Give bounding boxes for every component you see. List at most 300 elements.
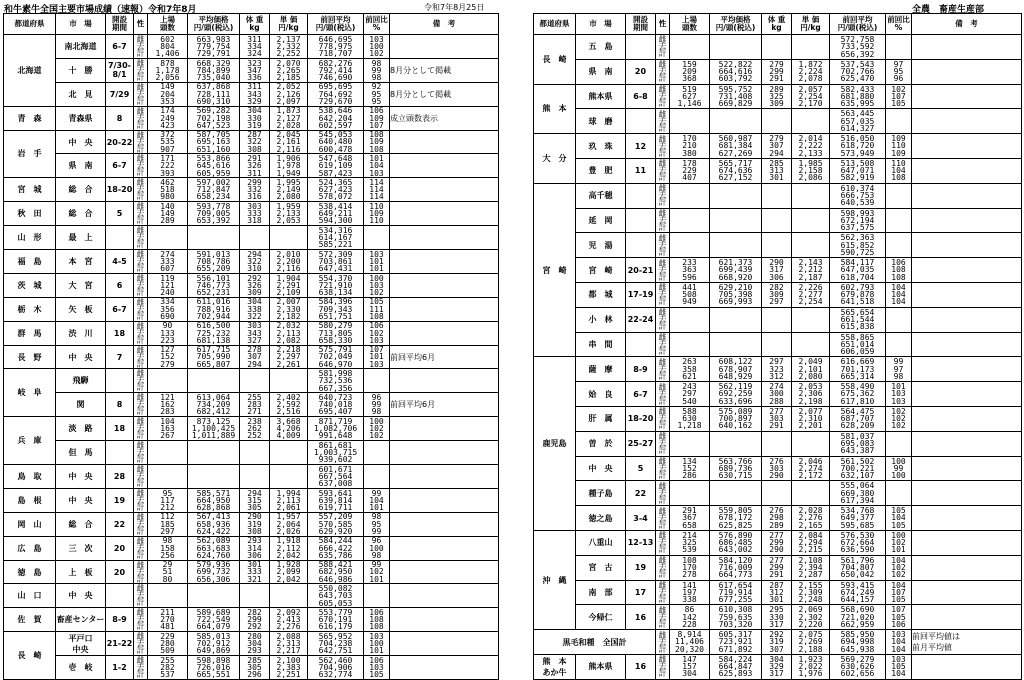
ratio-cell: 100 103 102 — [364, 273, 390, 297]
avg-price-cell: 637,868 728,111 690,310 — [188, 82, 240, 106]
prev-avg-cell: 576,530 672,664 636,590 — [830, 530, 886, 555]
prefecture-cell: 山 形 — [4, 226, 56, 250]
table-row — [4, 632, 499, 656]
unit-price-cell: 2,057 2,254 2,170 — [792, 84, 830, 109]
ratio-cell: 106 103 105 — [364, 656, 390, 680]
market-cell: 薩 摩 — [576, 357, 626, 382]
ratio-cell: 108 109 108 — [364, 130, 390, 154]
avg-price-cell: 576,890 686,485 643,002 — [710, 530, 762, 555]
head-count-cell: 233 363 596 — [670, 258, 710, 283]
head-count-cell: 255 282 537 — [148, 656, 188, 680]
weight-cell: 287 322 308 — [240, 130, 270, 154]
unit-price-cell: 2,218 2,297 2,261 — [270, 345, 308, 369]
head-count-cell: 372 535 907 — [148, 130, 188, 154]
head-count-cell — [148, 584, 188, 608]
avg-price-cell: 668,329 784,899 735,040 — [188, 58, 240, 82]
market-cell: 渋 川 — [56, 321, 106, 345]
prev-avg-cell: 563,445 657,035 614,327 — [830, 109, 886, 134]
prev-avg-cell: 537,543 702,766 625,470 — [830, 59, 886, 84]
sex-label-cell: 雌 去 計 — [134, 488, 148, 512]
weight-cell: 277 299 290 — [762, 530, 792, 555]
head-count-cell: 121 162 283 — [148, 393, 188, 417]
table-row — [534, 506, 1022, 531]
table-row — [534, 35, 1022, 60]
head-count-cell — [670, 481, 710, 506]
avg-price-cell: 569,282 702,198 647,523 — [188, 106, 240, 130]
weight-cell — [762, 481, 792, 506]
weight-cell: 276 303 290 — [762, 456, 792, 481]
column-header-prev: 前回平均 円/頭(税込) — [830, 14, 886, 35]
sex-label-cell: 雌 去 計 — [134, 82, 148, 106]
avg-price-cell: 559,805 678,172 625,825 — [710, 506, 762, 531]
market-cell: 小 林 — [576, 307, 626, 332]
avg-price-cell: 608,122 678,907 648,929 — [710, 357, 762, 382]
column-header-ratio: 前回比 % — [886, 14, 912, 35]
remarks-cell — [390, 512, 499, 536]
table-row — [534, 109, 1022, 134]
market-cell: 児 湯 — [576, 233, 626, 258]
head-count-cell: 134 152 286 — [670, 456, 710, 481]
remarks-cell: 前回平均6月 — [390, 393, 499, 417]
period-cell: 7/30- 8/1 — [106, 58, 134, 82]
market-cell: 壱 岐 — [56, 656, 106, 680]
sex-label-cell: 雌 去 計 — [134, 297, 148, 321]
market-cell: 南 部 — [576, 580, 626, 605]
market-cell: 延 岡 — [576, 208, 626, 233]
sex-label-cell: 雌 去 計 — [656, 208, 670, 233]
period-cell: 18-20 — [106, 178, 134, 202]
table-row — [4, 226, 499, 250]
avg-price-cell: 575,089 700,897 640,162 — [710, 406, 762, 431]
unit-price-cell: 1,873 2,127 2,028 — [270, 106, 308, 130]
remarks-cell — [912, 580, 1022, 605]
sex-label-cell: 雌 去 計 — [656, 258, 670, 283]
head-count-cell: 147 157 304 — [670, 654, 710, 679]
weight-cell: 290 317 306 — [762, 258, 792, 283]
table-row — [534, 431, 1022, 456]
unit-price-cell: 2,014 2,222 2,133 — [792, 134, 830, 159]
table-row — [534, 208, 1022, 233]
prev-avg-cell: 538,646 642,204 602,597 — [308, 106, 364, 130]
prev-avg-cell: 582,433 681,880 635,995 — [830, 84, 886, 109]
avg-price-cell — [710, 481, 762, 506]
sex-label-cell: 雌 去 計 — [656, 580, 670, 605]
ratio-cell: 100 102 102 — [364, 417, 390, 441]
unit-price-cell: 2,069 2,302 2,220 — [792, 605, 830, 630]
ratio-cell: 101 104 103 — [364, 154, 390, 178]
avg-price-cell — [710, 183, 762, 208]
market-cell: 青森県 — [56, 106, 106, 130]
head-count-cell — [670, 307, 710, 332]
sex-label-cell: 雌 去 計 — [134, 536, 148, 560]
column-header-head: 上場 頭数 — [148, 14, 188, 35]
unit-price-cell: 1,918 2,112 2,042 — [270, 536, 308, 560]
column-header-avg: 平均価格 円/頭(税込) — [710, 14, 762, 35]
ratio-cell: 100 99 100 — [886, 456, 912, 481]
ratio-cell — [886, 183, 912, 208]
prefecture-cell: 茨 城 — [4, 273, 56, 297]
head-count-cell: 243 297 540 — [670, 382, 710, 407]
table-row — [4, 512, 499, 536]
period-cell: 25-27 — [626, 431, 656, 456]
weight-cell: 238 262 252 — [240, 417, 270, 441]
avg-price-cell — [710, 233, 762, 258]
document-org: 全農 畜産生産部 — [912, 5, 985, 15]
market-cell: 但 馬 — [56, 441, 106, 465]
head-count-cell — [670, 233, 710, 258]
table-row — [534, 605, 1022, 630]
market-cell: 総 合 — [56, 202, 106, 226]
ratio-cell: 114 114 114 — [364, 178, 390, 202]
table-row — [4, 250, 499, 274]
weight-cell: 292 319 307 — [762, 630, 792, 655]
head-count-cell — [670, 431, 710, 456]
remarks-cell: 8月分として掲載 — [390, 82, 499, 106]
table-row — [534, 580, 1022, 605]
ratio-cell — [886, 481, 912, 506]
period-cell: 20 — [106, 560, 134, 584]
head-count-cell: 178 229 407 — [670, 158, 710, 183]
table-row — [4, 656, 499, 680]
avg-price-cell: 584,224 664,847 625,893 — [710, 654, 762, 679]
remarks-cell: 前回平均6月 — [390, 345, 499, 369]
market-cell: 肝 属 — [576, 406, 626, 431]
ratio-cell — [886, 431, 912, 456]
sex-label-cell: 雌 去 計 — [134, 178, 148, 202]
table-row — [4, 58, 499, 82]
table-row — [4, 202, 499, 226]
left-market-table — [3, 13, 499, 680]
avg-price-cell: 593,778 709,005 653,392 — [188, 202, 240, 226]
market-cell: 宮 崎 — [576, 258, 626, 283]
sex-label-cell: 雌 去 計 — [656, 630, 670, 655]
sex-label-cell: 雌 去 計 — [656, 357, 670, 382]
avg-price-cell — [710, 109, 762, 134]
prev-avg-cell: 584,244 666,422 635,786 — [308, 536, 364, 560]
prev-avg-cell: 554,370 721,910 638,134 — [308, 273, 364, 297]
head-count-cell: 108 170 278 — [670, 555, 710, 580]
head-count-cell: 229 280 509 — [148, 632, 188, 656]
prefecture-cell: 佐 賀 — [4, 608, 56, 632]
market-cell: 北 見 — [56, 82, 106, 106]
market-cell: 南北海道 — [56, 35, 106, 59]
avg-price-cell: 563,766 689,736 630,715 — [710, 456, 762, 481]
avg-price-cell: 617,654 719,914 677,255 — [710, 580, 762, 605]
remarks-cell — [912, 431, 1022, 456]
prev-avg-cell: 534,768 649,377 595,685 — [830, 506, 886, 531]
prefecture-cell: 鳥 取 — [4, 465, 56, 489]
prev-avg-cell: 564,475 687,707 628,209 — [830, 406, 886, 431]
avg-price-cell: 611,016 788,916 702,944 — [188, 297, 240, 321]
market-cell: 五 島 — [576, 35, 626, 60]
weight-cell: 282 309 297 — [762, 282, 792, 307]
remarks-cell — [390, 632, 499, 656]
prev-avg-cell: 569,279 630,626 602,656 — [830, 654, 886, 679]
period-cell: 19 — [626, 555, 656, 580]
prefecture-cell: 熊 本 あか牛 — [534, 654, 576, 679]
period-cell: 18 — [106, 417, 134, 441]
table-row — [534, 530, 1022, 555]
remarks-cell — [912, 605, 1022, 630]
sex-label-cell: 雌 去 計 — [134, 417, 148, 441]
prefecture-cell: 青 森 — [4, 106, 56, 130]
period-cell — [626, 183, 656, 208]
period-cell — [106, 369, 134, 393]
head-count-cell: 127 152 279 — [148, 345, 188, 369]
unit-price-cell — [270, 465, 308, 489]
sex-label-cell: 雌 去 計 — [656, 605, 670, 630]
remarks-cell — [912, 357, 1022, 382]
table-row — [534, 382, 1022, 407]
avg-price-cell: 613,064 734,209 682,412 — [188, 393, 240, 417]
table-row — [534, 282, 1022, 307]
period-cell: 5 — [626, 456, 656, 481]
unit-price-cell: 1,959 2,133 2,053 — [270, 202, 308, 226]
market-cell: 宮 古 — [576, 555, 626, 580]
sex-label-cell: 雌 去 計 — [134, 321, 148, 345]
avg-price-cell — [188, 226, 240, 250]
prev-avg-cell: 602,793 679,878 641,518 — [830, 282, 886, 307]
period-cell: 6-7 — [106, 297, 134, 321]
market-cell: 十 勝 — [56, 58, 106, 82]
remarks-cell — [390, 608, 499, 632]
avg-price-cell: 553,866 645,616 605,959 — [188, 154, 240, 178]
avg-price-cell — [710, 307, 762, 332]
column-header-period: 開設 期間 — [626, 14, 656, 35]
table-row — [4, 417, 499, 441]
prefecture-cell: 兵 庫 — [4, 417, 56, 465]
sex-label-cell: 雌 去 計 — [656, 282, 670, 307]
prev-avg-cell: 534,316 614,167 585,221 — [308, 226, 364, 250]
remarks-cell — [912, 134, 1022, 159]
sex-label-cell: 雌 去 計 — [134, 369, 148, 393]
weight-cell — [762, 35, 792, 60]
remarks-cell — [912, 183, 1022, 208]
avg-price-cell: 585,013 702,912 649,869 — [188, 632, 240, 656]
head-count-cell: 90 133 223 — [148, 321, 188, 345]
ratio-cell — [886, 332, 912, 357]
unit-price-cell: 1,872 2,224 2,078 — [792, 59, 830, 84]
avg-price-cell: 562,089 663,683 624,760 — [188, 536, 240, 560]
table-row — [534, 357, 1022, 382]
weight-cell: 303 333 318 — [240, 202, 270, 226]
prefecture-cell: 北海道 — [4, 35, 56, 107]
table-row — [534, 307, 1022, 332]
avg-price-cell: 584,120 716,009 664,773 — [710, 555, 762, 580]
head-count-cell: 174 249 423 — [148, 106, 188, 130]
remarks-cell — [390, 417, 499, 441]
head-count-cell: 29 51 80 — [148, 560, 188, 584]
table-row — [4, 560, 499, 584]
column-header-remarks: 備 考 — [390, 14, 499, 35]
avg-price-cell: 567,413 658,936 624,422 — [188, 512, 240, 536]
prefecture-cell: 島 根 — [4, 488, 56, 512]
remarks-cell — [912, 109, 1022, 134]
unit-price-cell: 2,226 2,277 2,254 — [792, 282, 830, 307]
unit-price-cell: 2,088 2,313 2,217 — [270, 632, 308, 656]
remarks-cell — [912, 481, 1022, 506]
ratio-cell: 107 101 103 — [364, 345, 390, 369]
period-cell — [626, 109, 656, 134]
period-cell: 20-22 — [106, 130, 134, 154]
period-cell: 6 — [106, 273, 134, 297]
period-cell: 5 — [106, 202, 134, 226]
unit-price-cell — [792, 109, 830, 134]
ratio-cell: 103 100 101 — [364, 632, 390, 656]
prefecture-cell: 大 分 — [534, 134, 576, 184]
avg-price-cell: 585,571 664,950 628,868 — [188, 488, 240, 512]
weight-cell — [762, 307, 792, 332]
table-row — [534, 332, 1022, 357]
weight-cell — [762, 233, 792, 258]
sex-label-cell: 雌 去 計 — [656, 183, 670, 208]
period-cell: 8 — [106, 106, 134, 130]
document-title: 和牛素牛全国主要市場成績（速報）令和7年8月 — [4, 5, 197, 15]
period-cell: 8-9 — [626, 357, 656, 382]
period-cell: 8 — [106, 393, 134, 417]
prefecture-cell: 鹿児島 — [534, 357, 576, 531]
ratio-cell: 110 109 110 — [364, 202, 390, 226]
market-cell: 上 板 — [56, 560, 106, 584]
avg-price-cell: 610,308 759,635 703,320 — [710, 605, 762, 630]
weight-cell: 280 304 293 — [240, 632, 270, 656]
remarks-cell — [912, 456, 1022, 481]
ratio-cell: 104 104 104 — [886, 282, 912, 307]
remarks-cell — [912, 530, 1022, 555]
market-cell: 飛騨 — [56, 369, 106, 393]
unit-price-cell: 1,928 2,099 2,042 — [270, 560, 308, 584]
period-cell: 18 — [106, 321, 134, 345]
remarks-cell — [912, 282, 1022, 307]
market-cell: 中 央 — [56, 488, 106, 512]
ratio-cell: 106 102 103 — [364, 321, 390, 345]
market-cell: 淡 路 — [56, 417, 106, 441]
prefecture-cell: 熊 本 — [534, 84, 576, 134]
ratio-cell: 99 102 101 — [364, 560, 390, 584]
column-header-remarks: 備 考 — [912, 14, 1022, 35]
prev-avg-cell: 580,279 713,805 658,330 — [308, 321, 364, 345]
table-row — [534, 630, 1022, 655]
column-header-ratio: 前回比 % — [364, 14, 390, 35]
avg-price-cell: 556,101 746,773 652,231 — [188, 273, 240, 297]
sex-label-cell: 雌 去 計 — [134, 441, 148, 465]
market-cell: 県 南 — [56, 154, 106, 178]
prefecture-cell: 宮 城 — [4, 178, 56, 202]
sex-label-cell: 雌 去 計 — [656, 332, 670, 357]
weight-cell: 276 298 289 — [762, 506, 792, 531]
prefecture-cell: 宮 崎 — [534, 183, 576, 357]
unit-price-cell: 2,046 2,274 2,172 — [792, 456, 830, 481]
table-row — [4, 393, 499, 417]
sex-label-cell: 雌 去 計 — [134, 560, 148, 584]
table-row — [4, 369, 499, 393]
grand-total-label: 黒毛和種 全国計 — [534, 630, 656, 655]
column-header-market: 市 場 — [576, 14, 626, 35]
head-count-cell: 588 630 1,218 — [670, 406, 710, 431]
prev-avg-cell: 575,791 702,049 646,970 — [308, 345, 364, 369]
prefecture-cell: 栃 木 — [4, 297, 56, 321]
unit-price-cell: 2,137 2,332 2,252 — [270, 35, 308, 59]
unit-price-cell: 2,052 2,126 2,097 — [270, 82, 308, 106]
unit-price-cell — [270, 584, 308, 608]
ratio-cell: 103 101 101 — [364, 250, 390, 274]
weight-cell: 303 343 327 — [240, 321, 270, 345]
period-cell: 22 — [106, 512, 134, 536]
remarks-cell — [390, 441, 499, 465]
right-market-table — [533, 13, 1022, 680]
remarks-cell: 8月分として掲載 — [390, 58, 499, 82]
table-row — [534, 233, 1022, 258]
prev-avg-cell: 516,050 618,720 573,949 — [830, 134, 886, 159]
weight-cell: 294 322 310 — [240, 250, 270, 274]
prev-avg-cell: 568,690 721,020 662,959 — [830, 605, 886, 630]
sex-label-cell: 雌 去 計 — [134, 58, 148, 82]
sex-label-cell: 雌 去 計 — [134, 608, 148, 632]
period-cell: 22-24 — [626, 307, 656, 332]
weight-cell: 304 329 317 — [762, 654, 792, 679]
market-cell: 平戸口 中央 — [56, 632, 106, 656]
head-count-cell: 274 333 607 — [148, 250, 188, 274]
period-cell — [626, 35, 656, 60]
unit-price-cell: 2,108 2,394 2,287 — [792, 555, 830, 580]
table-row — [4, 584, 499, 608]
head-count-cell — [670, 35, 710, 60]
head-count-cell: 519 627 1,146 — [670, 84, 710, 109]
sex-label-cell: 雌 去 計 — [134, 393, 148, 417]
column-header-unit: 単 価 円/kg — [270, 14, 308, 35]
ratio-cell: 109 110 109 — [886, 134, 912, 159]
unit-price-cell — [792, 481, 830, 506]
head-count-cell: 602 804 1,406 — [148, 35, 188, 59]
avg-price-cell: 579,936 699,732 656,306 — [188, 560, 240, 584]
remarks-cell — [390, 35, 499, 59]
period-cell: 20 — [106, 536, 134, 560]
period-cell: 11 — [626, 158, 656, 183]
sex-label-cell: 雌 去 計 — [134, 273, 148, 297]
period-cell — [106, 441, 134, 465]
period-cell — [626, 332, 656, 357]
unit-price-cell: 1,994 2,113 2,061 — [270, 488, 308, 512]
ratio-cell — [886, 109, 912, 134]
prefecture-cell: 福 島 — [4, 250, 56, 274]
ratio-cell: 105 104 105 — [886, 506, 912, 531]
sex-label-cell: 雌 去 計 — [656, 134, 670, 159]
market-cell: 姶 良 — [576, 382, 626, 407]
market-cell: 曽 於 — [576, 431, 626, 456]
table-row — [4, 178, 499, 202]
remarks-cell — [912, 233, 1022, 258]
sex-label-cell: 雌 去 計 — [656, 654, 670, 679]
head-count-cell: 171 222 393 — [148, 154, 188, 178]
weight-cell: 285 305 296 — [240, 656, 270, 680]
weight-cell: 293 314 306 — [240, 536, 270, 560]
prev-avg-cell: 565,654 661,544 615,838 — [830, 307, 886, 332]
ratio-cell: 105 111 108 — [364, 297, 390, 321]
sex-label-cell: 雌 去 計 — [134, 154, 148, 178]
period-cell: 20-21 — [626, 258, 656, 283]
prefecture-cell: 岐 阜 — [4, 369, 56, 417]
market-cell: 畜産センター — [56, 608, 106, 632]
remarks-cell — [912, 332, 1022, 357]
avg-price-cell — [188, 584, 240, 608]
unit-price-cell: 3,668 4,206 4,009 — [270, 417, 308, 441]
prev-avg-cell: 682,276 792,414 746,690 — [308, 58, 364, 82]
table-row — [534, 456, 1022, 481]
ratio-cell: 103 105 104 — [886, 654, 912, 679]
unit-price-cell: 2,143 2,212 2,187 — [792, 258, 830, 283]
prev-avg-cell: 558,865 651,014 606,059 — [830, 332, 886, 357]
column-header-market: 市 場 — [56, 14, 106, 35]
